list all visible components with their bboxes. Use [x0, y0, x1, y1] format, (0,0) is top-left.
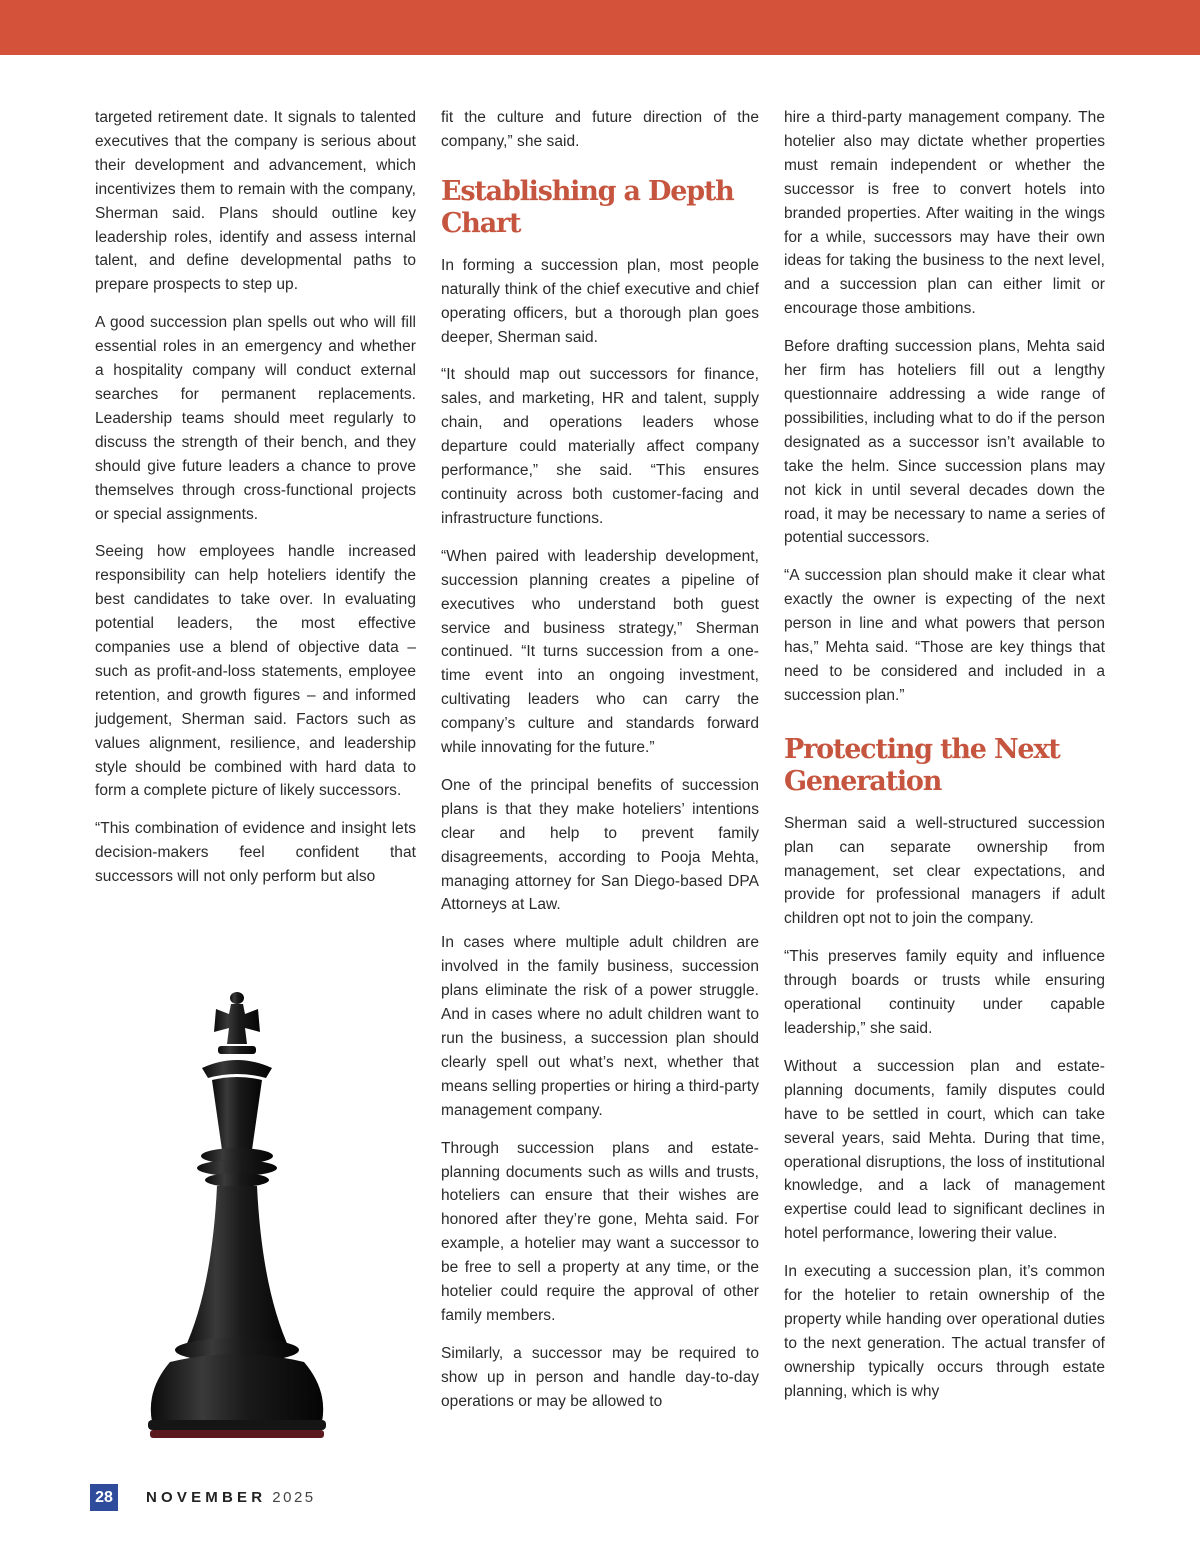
paragraph: In executing a succession plan, it’s common for the hotelier to retain ownership of the property while handing over operational duties to the next generation. The actual transfer of ownership typically occurs through estate planning, which is why [784, 1263, 1105, 1400]
paragraph: A good succession plan spells out who will fill essential roles in an emergency and whether a hospitality company will conduct external searches for permanent replacements. Leadership teams should meet regularly to discuss the strength of their bench, and they should give future leaders a chance to prove themselves through cross-functional projects or special assignments. [95, 314, 416, 523]
issue-month: NOVEMBER [146, 1489, 267, 1506]
paragraph: One of the principal benefits of succession plans is that they make hoteliers’ intentions clear and help to prevent family disagreements, according to Pooja Mehta, managing attorney for San Diego-based DPA Attorneys at Law. [441, 776, 759, 914]
page-footer [90, 1484, 316, 1511]
chess-king-icon [140, 990, 380, 1460]
header-band [0, 0, 1200, 55]
paragraph: “When paired with leadership development, succession planning creates a pipeline of executives who understand both guest service and business strategy,” Sherman continued. “It turns succession from a one-time event into an ongoing investment, cultivating leaders who can carry the company’s culture and standards forward while innovating for the future.” [441, 547, 759, 757]
article-column-2 [441, 106, 759, 1428]
issue-year: 2025 [272, 1489, 316, 1506]
paragraph: “This combination of evidence and insight lets decision-makers feel confident that successors will not only perform but also [95, 820, 416, 886]
page-number: 28 [90, 1484, 118, 1511]
paragraph: fit the culture and future direction of the company,” she said. [441, 109, 759, 150]
paragraph: “It should map out successors for finance, sales, and marketing, HR and talent, supply chain, and operations leaders whose departure could materially affect company performance,” she said. “This ensures continuity across both customer-facing and infrastructure functions. [441, 366, 759, 527]
paragraph: Seeing how employees handle increased responsibility can help hoteliers identify the best candidates to take over. In evaluating potential leaders, the most effective companies use a blend of objective data – such as profit-and-loss statements, employee retention, and growth figures – and informed judgement, Sherman said. Factors such as values alignment, resilience, and leadership style should be combined with hard data to form a complete picture of likely successors. [95, 543, 416, 800]
paragraph: In cases where multiple adult children are involved in the family business, succession plans eliminate the risk of a power struggle. And in cases where no adult children want to run the business, a succession plan should clearly spell out what’s next, whether that means selling properties or hiring a third-party management company. [441, 934, 759, 1119]
paragraph: “This preserves family equity and influence through boards or trusts while ensuring operational continuity under capable leadership,” she said. [784, 948, 1105, 1037]
article-column-1 [95, 106, 416, 903]
paragraph: hire a third-party management company. The hotelier also may dictate whether properties must remain independent or whether the successor is free to convert hotels into branded properties. After waiting in the wings for a while, successors may have their own ideas for taking the business to the next level, and a succession plan can either limit or encourage those ambitions. [784, 109, 1105, 318]
paragraph: “A succession plan should make it clear what exactly the owner is expecting of the next person in line and what powers that person has,” Mehta said. “Those are key things that need to be considered and included in a succession plan.” [784, 567, 1105, 704]
article-column-3 [784, 106, 1105, 1418]
paragraph: Without a succession plan and estate-planning documents, family disputes could have to be settled in court, which can take several years, said Mehta. During that time, operational disruptions, the loss of institutional knowledge, and a lack of management expertise could lead to significant declines in hotel performance, lowering their value. [784, 1057, 1105, 1243]
paragraph: Similarly, a successor may be required to show up in person and handle day-to-day operations or may be allowed to [441, 1344, 759, 1410]
section-heading-depth-chart: Establishing a Depth Chart [441, 175, 734, 239]
paragraph: Through succession plans and estate-planning documents such as wills and trusts, hoteliers can ensure that their wishes are honored after they’re gone, Mehta said. For example, a hotelier may want a successor to be free to sell a property at any time, or the hotelier could require the approval of other family members. [441, 1139, 759, 1324]
paragraph: targeted retirement date. It signals to talented executives that the company is serious about their development and advancement, which incentivizes them to remain with the company, Sherman said. Plans should outline key leadership roles, identify and assess internal talent, and define developmental paths to prepare prospects to step up. [95, 109, 416, 294]
paragraph: Sherman said a well-structured succession plan can separate ownership from management, set clear expectations, and provide for professional managers if adult children opt not to join the company. [784, 814, 1105, 928]
section-heading-next-generation: Protecting the Next Generation [784, 733, 1060, 797]
issue-date [146, 1489, 316, 1506]
paragraph: In forming a succession plan, most people naturally think of the chief executive and chief operating officers, but a thorough plan goes deeper, Sherman said. [441, 256, 759, 346]
paragraph: Before drafting succession plans, Mehta said her firm has hoteliers fill out a lengthy questionnaire addressing a wide range of possibilities, including what to do if the person designated as a successor isn’t available to take the helm. Since succession plans may not kick in until several decades down the road, it may be necessary to name a series of potential successors. [784, 338, 1105, 547]
